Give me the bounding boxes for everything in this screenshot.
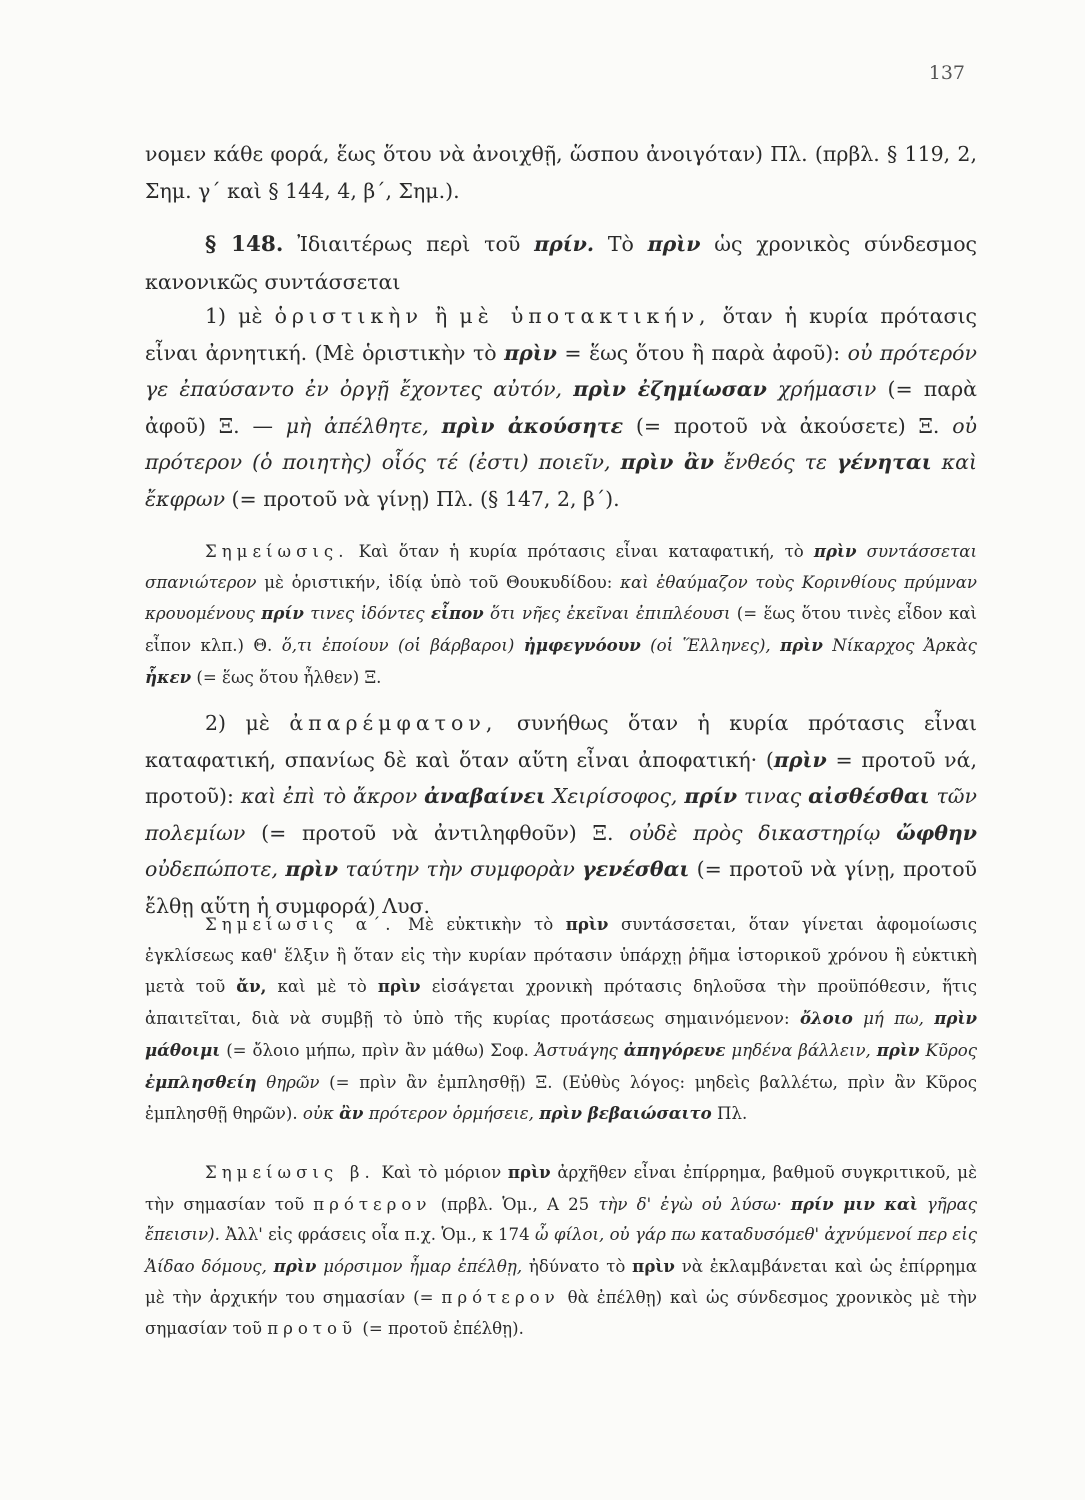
seg: (= προτοῦ νὰ γίνῃ, προτοῦ ἔλθῃ αὕτη ἡ συμφορά) Λυσ.	[145, 857, 978, 918]
seg: καὶ μὲ τὸ	[266, 977, 378, 997]
term-prin: πρίν.	[534, 232, 595, 256]
emph: ἀναβαίνει	[424, 784, 546, 808]
quote: οὐδεπώποτε,	[145, 857, 286, 881]
seg: 2) μὲ	[205, 711, 290, 735]
note-a	[145, 909, 977, 1130]
seg: (= ἕως ὅτου ἦλθεν) Ξ.	[191, 667, 382, 687]
seg: εἰσάγεται χρονικὴ πρότασις δηλοῦσα τὴν προϋπόθεσιν, ἥτις ἀπαιτεῖται, διὰ νὰ συμβῇ τὸ ὑπὸ τῆς κυρίας προτάσεως σημαινόμενον:	[145, 977, 977, 1029]
quote: μόρσιμον ἦμαρ ἐπέλθῃ,	[316, 1257, 523, 1277]
seg: = ἕως ὅτου ἢ παρὰ ἀφοῦ):	[556, 340, 848, 365]
quote: ὦ φίλοι, οὐ γάρ πω καταδυσόμεθ' ἀχνύμενοί περ εἰς Ἀίδαο δόμους,	[145, 1225, 977, 1277]
note-1-text	[145, 536, 977, 694]
term-prin: πρὶν	[632, 1256, 675, 1277]
quote: καὶ ἐθαύμαζον τοὺς Κορινθίους πρύμναν κρουομένους	[145, 572, 977, 624]
quote: Κῦρος	[919, 1040, 977, 1060]
quote: (οἱ Ἕλληνες),	[640, 636, 781, 656]
spaced-term: πρότερον	[441, 1287, 560, 1307]
note-label: Σημείωσις.	[205, 542, 349, 561]
emph: πρὶν ἐζημίωσαν	[573, 377, 767, 401]
seg: Ἀλλ' εἰς φράσεις οἷα π.χ. Ὁμ., κ 174	[219, 1225, 535, 1245]
seg: (= προτοῦ νὰ γίνῃ) Πλ. (§ 147, 2, β΄).	[225, 486, 620, 511]
seg: 1) μὲ	[205, 304, 275, 328]
emph: πρὶν μάθοιμι	[145, 1008, 977, 1060]
note-b	[145, 1157, 977, 1344]
note-b-text	[145, 1157, 977, 1344]
quote: Χειρίσοφος,	[545, 784, 685, 808]
seg: ἀρχῆθεν εἶναι ἐπίρρημα, βαθμοῦ συγκριτικοῦ, μὲ τὴν σημασίαν τοῦ	[145, 1163, 978, 1214]
spaced-term: ὁριστικὴν	[274, 304, 423, 328]
seg: (= παρὰ ἀφοῦ) Ξ. —	[145, 377, 978, 438]
quote: πρότερον ὁρμήσειε,	[363, 1104, 540, 1124]
quote: οὐκ	[302, 1104, 340, 1124]
emph: πρὶν	[780, 635, 823, 656]
item-2-text	[145, 705, 977, 924]
seg: θὰ ἐπέλθῃ) καὶ ὡς σύνδεσμος χρονικὸς μὲ τὴν σημασίαν τοῦ	[145, 1287, 977, 1338]
term-prin: πρὶν	[773, 747, 827, 772]
note-1	[145, 536, 977, 694]
emph: πρὶν	[285, 857, 339, 881]
page-number: 137	[928, 62, 965, 84]
quote: θηρῶν	[256, 1072, 320, 1092]
emph: γενέσθαι	[582, 857, 690, 881]
term-prin: πρὶν	[504, 340, 557, 365]
para-continuation: νομεν κάθε φορά, ἕως ὅτου νὰ ἀνοιχθῇ, ὥσπου ἀνοιγόταν) Πλ. (πρβλ. § 119, 2, Σημ. γ΄ καὶ § 144, 4, β΄, Σημ.).	[145, 142, 977, 203]
seg: νὰ ἐκλαμβάνεται καὶ ὡς ἐπίρρημα μὲ τὴν ἀρχικήν του σημασίαν (=	[145, 1257, 977, 1307]
quote: τινες ἰδόντες	[303, 604, 431, 624]
note-a-text	[145, 909, 977, 1130]
spaced-term: ἀπαρέμφατον,	[289, 711, 498, 735]
seg: συνήθως ὅταν ἡ κυρία πρότασις εἶναι καταφατική, σπανίως δὲ καὶ ὅταν αὕτη εἶναι ἀποφατική· (	[145, 711, 977, 772]
emph: ὄλοιο	[799, 1008, 853, 1029]
continuation-paragraph	[145, 136, 977, 209]
emph: ἂν	[339, 1103, 364, 1124]
quote: γῆρας ἔπεισιν).	[145, 1194, 978, 1245]
emph: πρὶν ἂν	[620, 450, 714, 474]
quote: ὅτι νῆες ἐκεῖναι ἐπιπλέουσι	[483, 604, 731, 624]
seg: (= πρὶν ἂν ἐμπλησθῇ) Ξ. (Εὐθὺς λόγος: μηδεὶς βαλλέτω, πρὶν ἂν Κῦρος ἐμπλησθῇ θηρῶν).	[145, 1072, 977, 1124]
spaced-term: μὲ ὑποτακτικήν,	[459, 304, 711, 328]
emph: ἐμπλησθείη	[145, 1071, 257, 1092]
emph: πρίν	[684, 784, 738, 808]
emph: γένηται	[837, 450, 932, 474]
emph: πρὶν βεβαιώσαιτο	[539, 1103, 712, 1124]
seg: Καὶ τὸ μόριον	[374, 1163, 508, 1182]
emph: συντάσσεται σπανιώτερον	[145, 542, 977, 592]
emph: ἄν,	[236, 976, 267, 997]
note-label: Σημείωσις β.	[205, 1163, 375, 1182]
seg: μὲ ὁριστικήν, ἰδίᾳ ὑπὸ τοῦ Θουκυδίδου:	[256, 572, 621, 592]
emph: εἶπον	[430, 603, 484, 624]
quote: μηδένα βάλλειν,	[725, 1040, 877, 1060]
quote: μὴ ἀπέλθητε,	[285, 413, 442, 438]
quote: χρήμασιν	[766, 377, 877, 401]
section-148-heading	[145, 226, 977, 300]
seg: ἠδύνατο τὸ	[522, 1257, 633, 1277]
emph: πρίν μιν καὶ	[790, 1193, 918, 1214]
seg: (= προτοῦ ἐπέλθῃ).	[357, 1318, 524, 1338]
quote: τινας	[737, 784, 809, 808]
seg: Καὶ ὅταν ἡ κυρία πρότασις εἶναι καταφατική, τὸ	[348, 542, 814, 561]
seg: Τὸ	[594, 232, 648, 256]
emph: πρὶν	[273, 1256, 317, 1277]
emph: ἧκεν	[145, 666, 192, 687]
spaced-term: προτοῦ	[267, 1318, 358, 1338]
section-number: § 148.	[205, 232, 284, 257]
item-1	[145, 298, 977, 517]
quote: ταύτην τὴν συμφορὰν	[338, 857, 583, 881]
spaced-term: πρότερον	[313, 1194, 432, 1214]
seg: συντάσσεται, ὅταν γίνεται ἀφομοίωσις ἐγκλίσεως καθ' ἕλξιν ἢ ὅταν εἰς τὴν κυρίαν πρότασιν ὑπάρχῃ ῥῆμα ἱστορικοῦ χρόνου ἢ εὐκτικὴ μετὰ τοῦ	[145, 915, 977, 997]
quote: ὅ,τι ἐποίουν (οἱ βάρβαροι)	[281, 636, 524, 656]
seg: (πρβλ. Ὁμ., Α 25	[431, 1194, 599, 1214]
seg: Πλ.	[711, 1104, 748, 1124]
seg: ὅταν ἡ κυρία πρότασις εἶναι ἀρνητική. (Μὲ ὁριστικὴν τὸ	[145, 304, 977, 365]
emph: ὤφθην	[896, 820, 977, 845]
item-1-text	[145, 298, 977, 517]
seg: Ἰδιαιτέρως περὶ τοῦ	[283, 232, 535, 256]
emph: ἀπηγόρευε	[623, 1039, 726, 1060]
quote: Νίκαρχος Ἀρκὰς	[822, 636, 977, 656]
section-148	[145, 226, 977, 300]
seg: ἢ	[422, 304, 460, 328]
seg: (= ὄλοιο μήπω, πρὶν ἂν μάθω) Σοφ.	[220, 1040, 535, 1060]
term-prin: πρὶν	[565, 914, 609, 934]
seg: (= προτοῦ νὰ ἀντιληφθοῦν) Ξ.	[245, 820, 630, 845]
emph: πρὶν ἀκούσητε	[441, 413, 624, 438]
emph: αἰσθέσθαι	[808, 784, 930, 808]
term-prin: πρὶν	[377, 976, 421, 997]
emph: πρίν	[261, 603, 304, 624]
quote: μή πω,	[852, 1009, 935, 1029]
quote: καὶ ἔκφρων	[145, 450, 977, 511]
item-2	[145, 705, 977, 924]
term-prin: πρὶν	[507, 1162, 551, 1182]
seg: ὡς χρονικὸς σύνδεσμος κανονικῶς συντάσσεται	[145, 232, 978, 294]
quote: οὐ πρότερον (ὁ ποιητὴς) οἷός τέ (ἐστι) ποιεῖν,	[145, 413, 977, 474]
quote: Ἀστυάγης	[534, 1040, 624, 1060]
quote: τὴν δ' ἐγὼ οὐ λύσω·	[598, 1194, 791, 1214]
quote: οὐ πρότερόν γε ἐπαύσαντο ἐν ὀργῇ ἔχοντες αὐτόν,	[145, 340, 977, 401]
quote: καὶ ἐπὶ τὸ ἄκρον	[240, 784, 425, 808]
seg: (= προτοῦ νὰ ἀκούσετε) Ξ.	[623, 413, 953, 438]
emph: πρὶν	[876, 1039, 920, 1060]
term-prin: πρὶν	[647, 232, 701, 256]
note-label: Σημείωσις α΄.	[205, 915, 396, 934]
emph: ἠμφεγνόουν	[523, 635, 641, 656]
seg: (= ἕως ὅτου τινὲς εἶδον καὶ εἶπον κλπ.) Θ.	[145, 604, 977, 656]
seg: = προτοῦ νά, προτοῦ):	[145, 747, 978, 808]
quote: οὐδὲ πρὸς δικαστηρίῳ	[629, 820, 897, 845]
term-prin: πρὶν	[813, 541, 857, 561]
quote: ἔνθεός τε	[713, 450, 838, 474]
seg: Μὲ εὐκτικὴν τὸ	[395, 915, 566, 934]
quote: τῶν πολεμίων	[145, 784, 977, 845]
